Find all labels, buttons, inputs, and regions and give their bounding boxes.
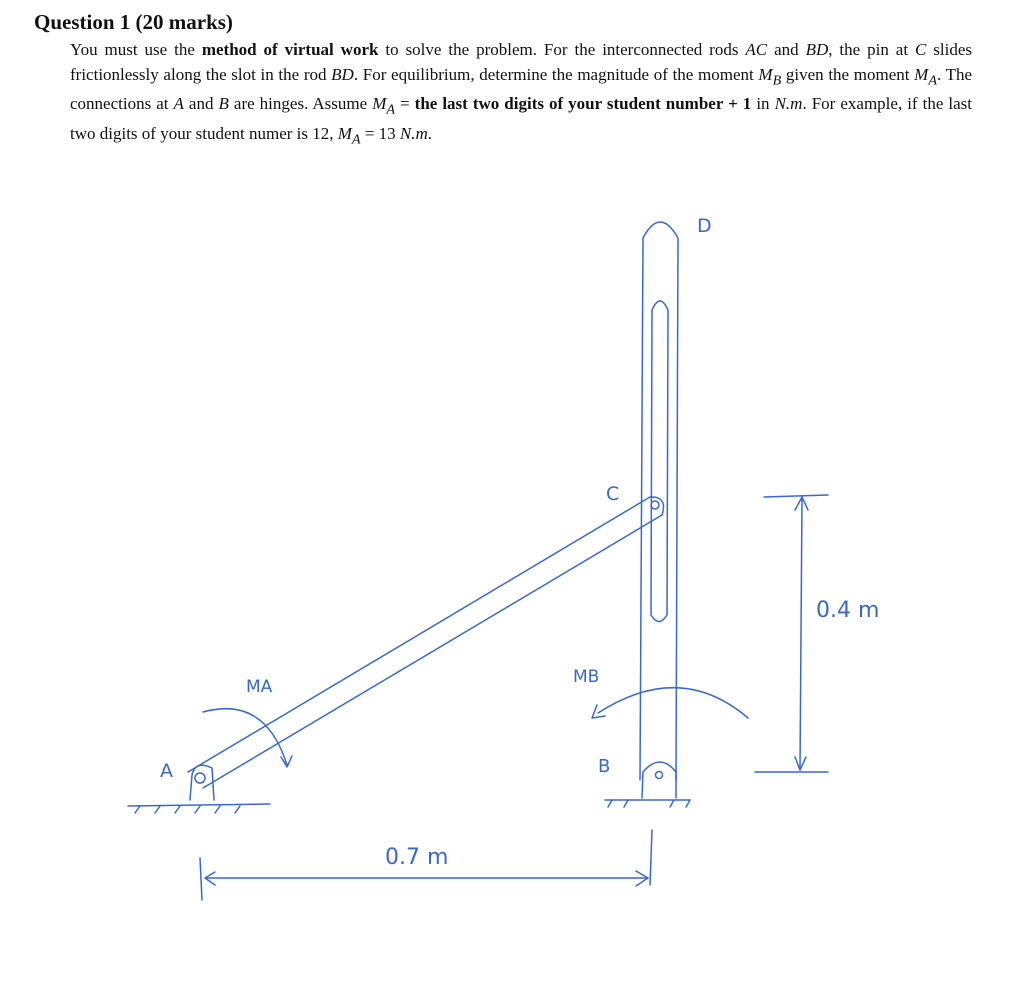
bold-method: method of virtual work [201, 40, 379, 59]
label-c: C [606, 483, 620, 505]
rod-bd [640, 222, 678, 780]
pin-c [651, 501, 659, 509]
rod-ac [188, 497, 664, 788]
label-dim-horizontal: 0.7 m [385, 845, 449, 870]
label-b: B [598, 756, 611, 777]
label-a: A [160, 760, 173, 782]
hinge-a [128, 765, 270, 813]
label-mb: MB [573, 667, 600, 687]
label-dim-vertical: 0.4 m [816, 598, 880, 623]
hinge-b [605, 762, 690, 807]
bold-student-number: the last two digits of your student number + 1 [414, 94, 752, 114]
question-title: Question 1 (20 marks) [34, 10, 233, 34]
dim-vertical [755, 495, 828, 772]
label-ma: MA [246, 677, 273, 697]
moment-mb-arrow [592, 688, 748, 718]
label-d: D [697, 215, 712, 237]
question-text: You must use the method of virtual work to solve the problem. For the interconnected rods AC and BD, the pin at C slides frictionlessly along the slot in the rod BD. For equilibrium, determine the magnitude of the moment $M_B$ given the moment $M_A$. The connections at A and B are hinges. Assume $M_A$ = the last two digits of your student number + 1 in N.m. For example, if the last two digits of your student numer is 12, $M_A = 13$ N.m. [70, 40, 973, 148]
